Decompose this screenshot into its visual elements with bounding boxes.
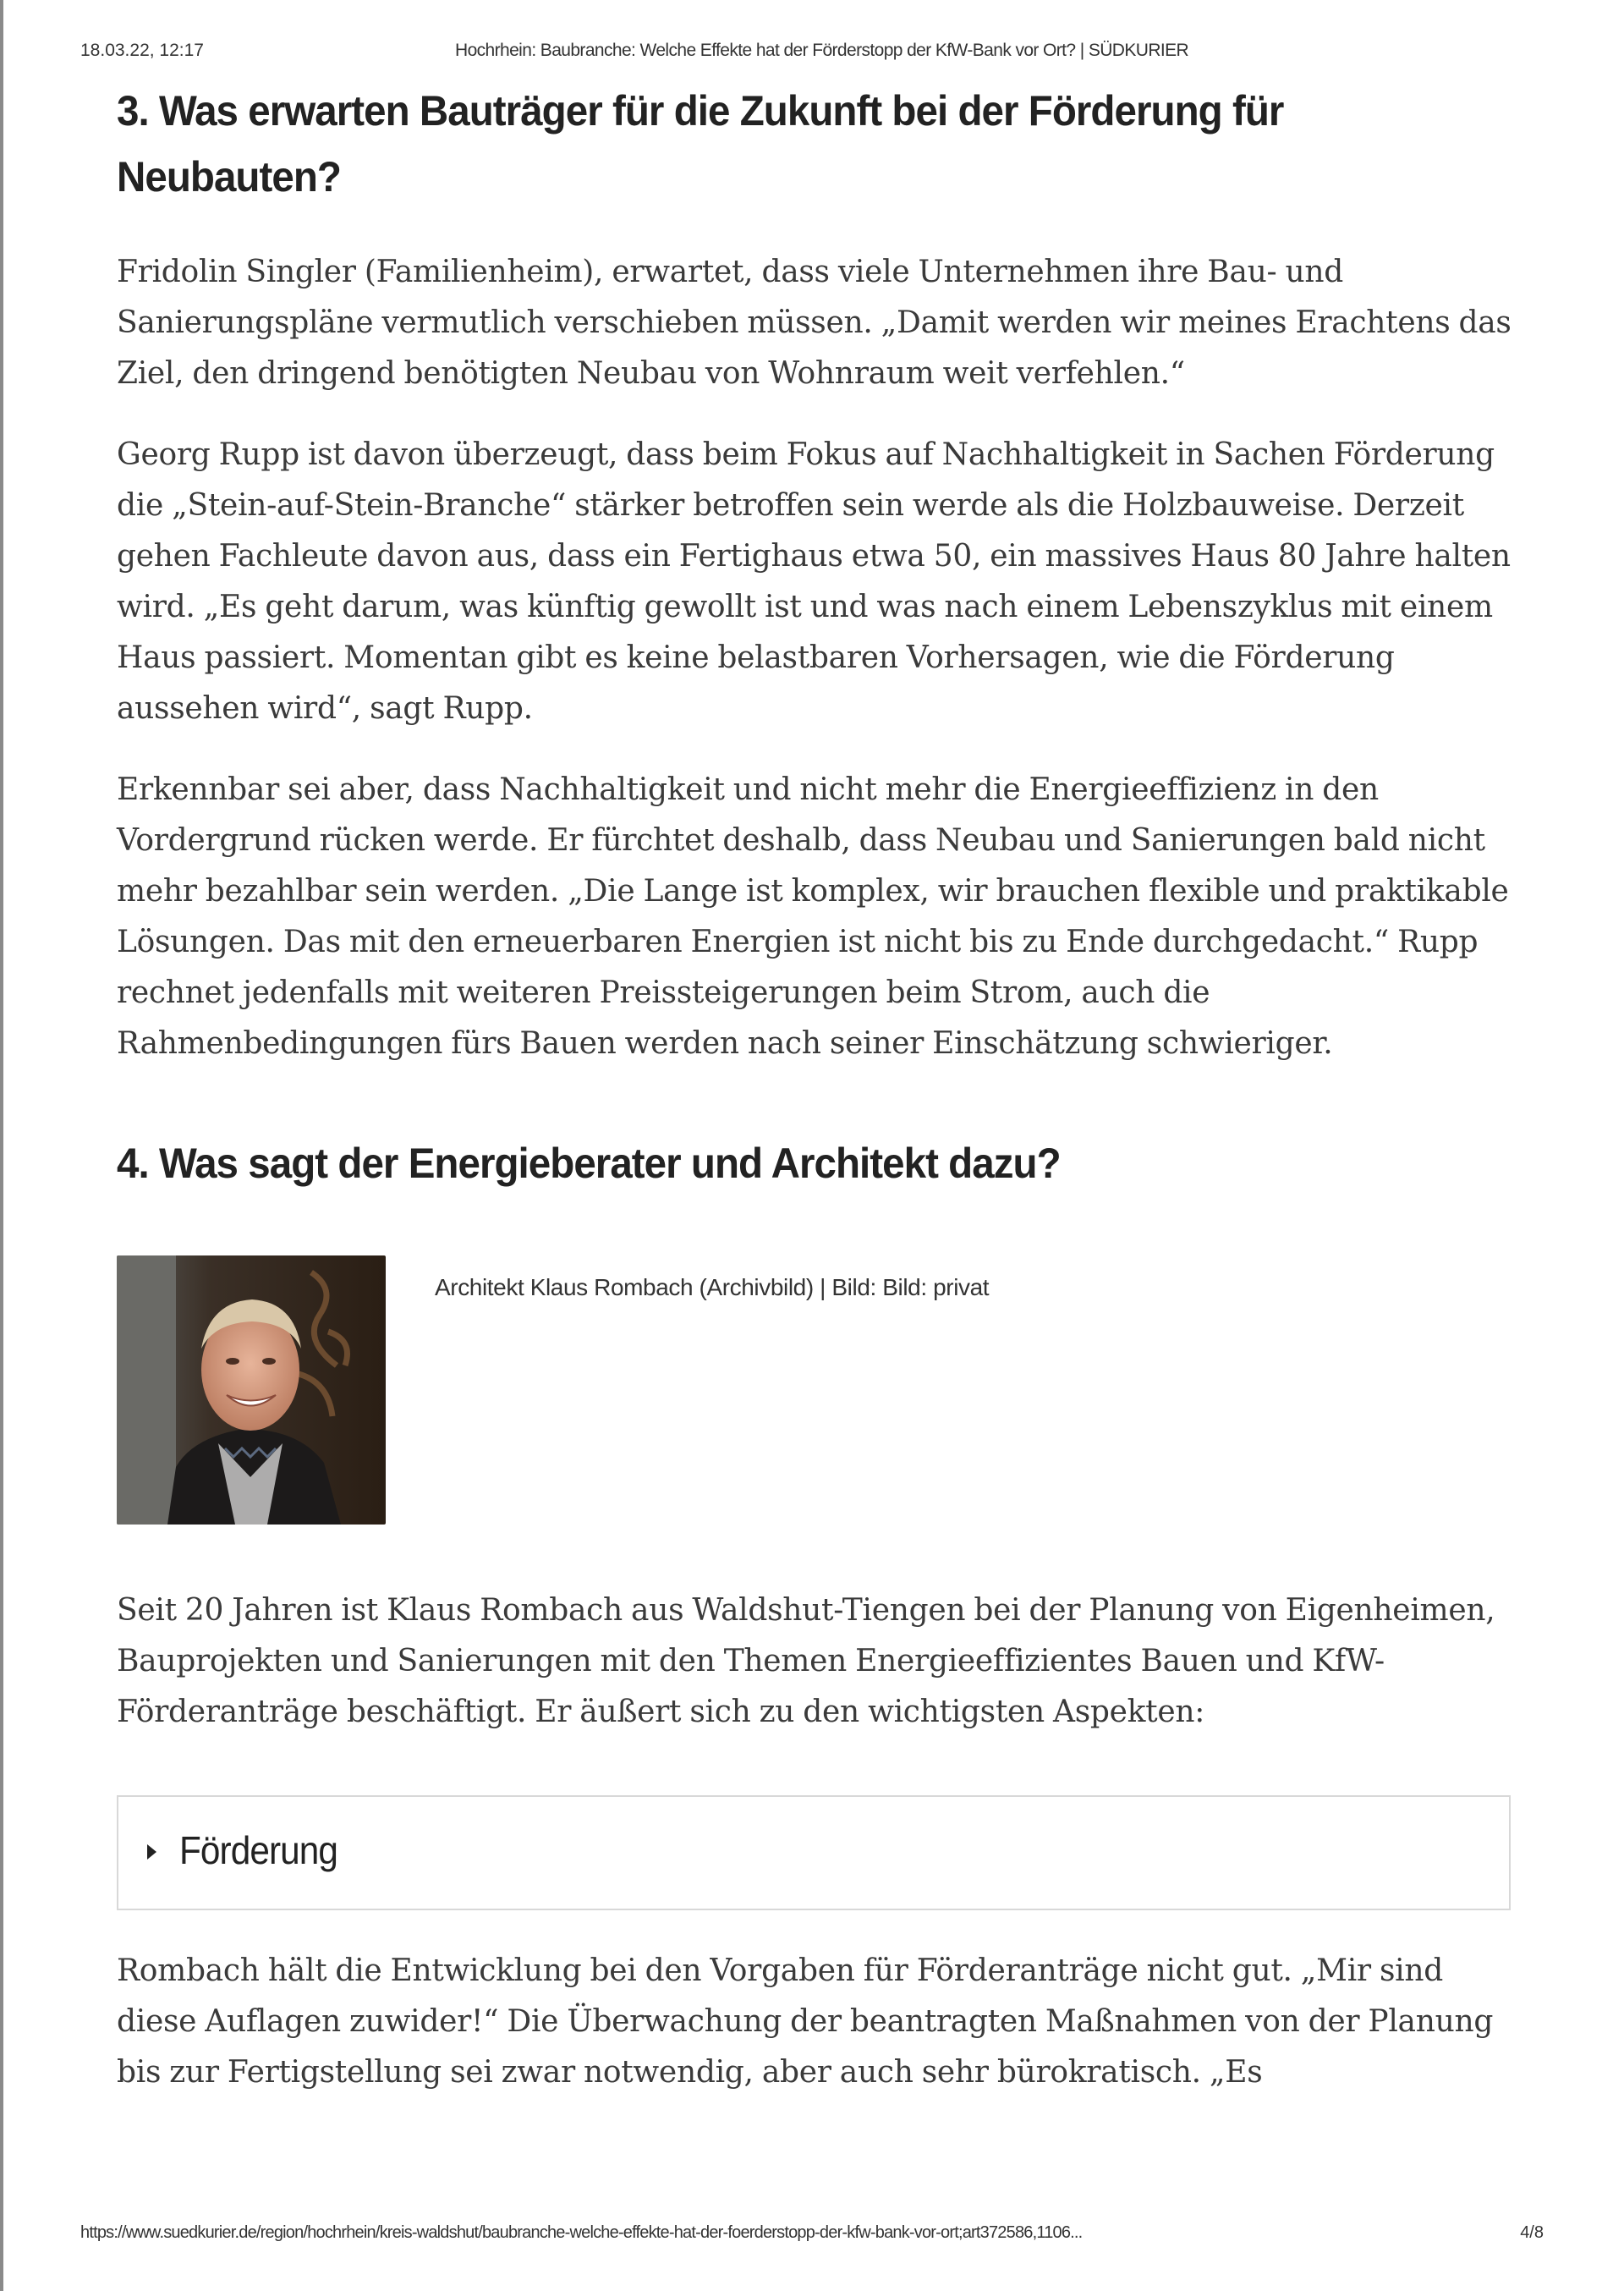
accordion-foerderung[interactable] [117, 1795, 1511, 1910]
paragraph-singler: Fridolin Singler (Familienheim), erwartet, dass viele Unternehmen ihre Bau- und Sanierungspläne vermutlich verschieben müssen. „Damit werden wir meines Erachtens das Ziel, den dringend benötigten Neubau von Wohnraum weit verfehlen.“ [117, 255, 1512, 391]
section-3-heading-line1: 3. Was erwarten Bauträger für die Zukunft bei der Förderung für [117, 87, 1284, 135]
section-4-heading: 4. Was sagt der Energieberater und Architekt dazu? [117, 1140, 1061, 1187]
architect-photo[interactable] [117, 1255, 386, 1525]
print-footer [80, 2223, 1544, 2245]
architect-figure [117, 1255, 1521, 1526]
article-body [117, 78, 1521, 2098]
print-date: 18.03.22, 12:17 [80, 41, 204, 60]
page-edge-rule [0, 0, 3, 2291]
paragraph-rombach-intro: Seit 20 Jahren ist Klaus Rombach aus Waldshut-Tiengen bei der Planung von Eigenheimen, Bauprojekten und Sanierungen mit den Themen Energieeffizientes Bauen und KfW-Förderanträge beschäftigt. Er äußert sich zu den wichtigsten Aspekten: [117, 1593, 1495, 1729]
caret-right-icon [147, 1844, 156, 1860]
paragraph-nachhaltigkeit: Erkennbar sei aber, dass Nachhaltigkeit und nicht mehr die Energieeffizienz in den Vordergrund rücken werde. Er fürchtet deshalb, dass Neubau und Sanierungen bald nicht mehr bezahlbar sein werden. „Die Lange ist komplex, wir brauchen flexible und praktikable Lösungen. Das mit den erneuerbaren Energien ist nicht bis zu Ende durchgedacht.“ Rupp rechnet jedenfalls mit weiteren Preissteigerungen beim Strom, auch die Rahmenbedingungen fürs Bauen werden nach seiner Einschätzung schwieriger. [117, 772, 1509, 1061]
print-header [80, 41, 1544, 63]
section-3-heading [117, 78, 1451, 210]
paragraph-rupp: Georg Rupp ist davon überzeugt, dass beim Fokus auf Nachhaltigkeit in Sachen Förderung die „Stein-auf-Stein-Branche“ stärker betroffen sein werde als die Holzbauweise. Derzeit gehen Fachleute davon aus, dass ein Fertighaus etwa 50, ein massives Haus 80 Jahre halten wird. „Es geht darum, was künftig gewollt ist und was nach einem Lebenszyklus mit einem Haus passiert. Momentan gibt es keine belastbaren Vorhersagen, wie die Förderung aussehen wird“, sagt Rupp. [117, 437, 1511, 726]
paragraph-rombach-opinion: Rombach hält die Entwicklung bei den Vorgaben für Förderanträge nicht gut. „Mir sind diese Auflagen zuwider!“ Die Überwachung der beantragten Maßnahmen von der Planung bis zur Fertigstellung sei zwar notwendig, aber auch sehr bürokratisch. „Es [117, 1953, 1494, 2090]
accordion-label: Förderung [179, 1828, 337, 1872]
image-caption: Architekt Klaus Rombach (Archivbild) | Bild: Bild: privat [435, 1274, 990, 1300]
print-source-url: https://www.suedkurier.de/region/hochrhein/kreis-waldshut/baubranche-welche-effekte-hat-der-foerderstopp-der-kfw-bank-vor-ort;art372586,1106... [80, 2223, 1083, 2242]
print-page-title: Hochrhein: Baubranche: Welche Effekte hat der Förderstopp der KfW-Bank vor Ort? | SÜDKURIER [455, 41, 1189, 60]
print-page-number: 4/8 [1520, 2223, 1544, 2242]
section-3-heading-line2: Neubauten? [117, 153, 341, 201]
